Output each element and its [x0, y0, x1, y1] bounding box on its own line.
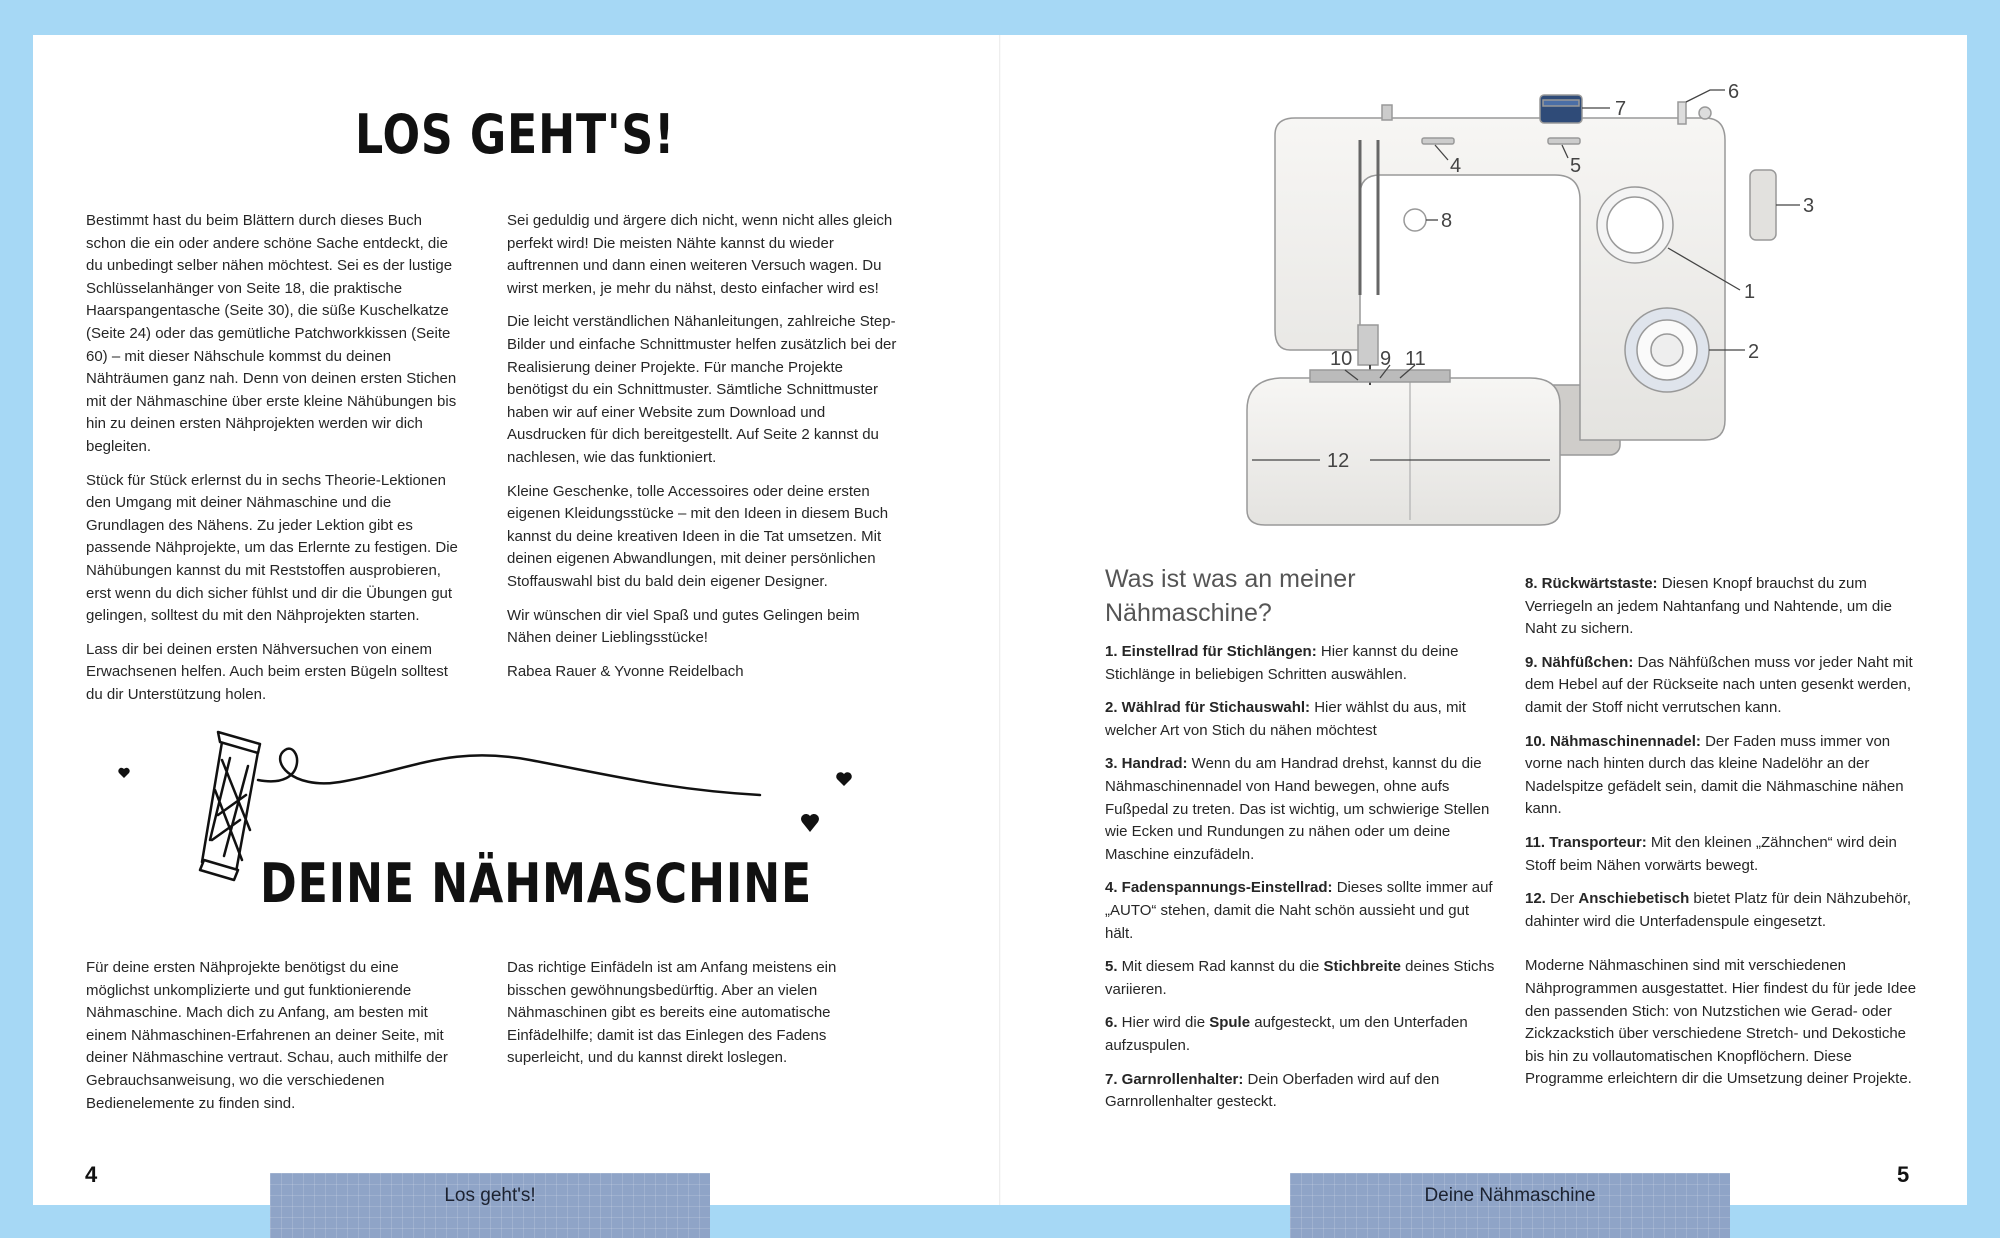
page-title: LOS GEHT'S!	[355, 103, 676, 166]
paragraph: Sei geduldig und ärgere dich nicht, wenn nicht alles gleich perfekt wird! Die meisten Nähte kannst du wieder auftrennen und dann einen weiteren Versuch wagen. Du wirst merken, je mehr du nähst, desto einfacher wird es!	[507, 212, 893, 297]
callout-10: 10	[1330, 348, 1353, 370]
paragraph: Bestimmt hast du beim Blättern durch dieses Buch schon die ein oder andere schöne Sache entdeckt, die du unbedingt selber nähen möchtest. Sei es der lustige Schlüsselanhänger von Seite 18, die praktische Haarspangentasche (Seite 30), die süße Kuschelkatze (Seite 24) oder das gemütliche Patchworkkissen (Seite 60) – mit dieser Nähschule kommst du deinen Nähträumen ganz nah. Denn von deinen ersten Stichen mit der Nähmaschine über erste kleine Nähübungen bis hin zu deinen ersten Nähprojekten werden wir dich begleiten.	[86, 212, 457, 455]
heart-icon	[836, 772, 852, 786]
feed-dogs	[1310, 370, 1450, 382]
parts-list-item: 11. Transporteur: Mit den kleinen „Zähnchen“ wird dein Stoff beim Nähen vorwärts bewegt.	[1525, 833, 1897, 874]
chapter-tab-label: Deine Nähmaschine	[1424, 1185, 1596, 1206]
callout-8: 8	[1441, 210, 1453, 232]
page-number: 4	[85, 1162, 98, 1187]
parts-list-column-2	[1525, 573, 1920, 1102]
parts-list-item: 2. Wählrad für Stichauswahl: Hier wählst du aus, mit welcher Art von Stich du nähen möchtest	[1105, 699, 1466, 739]
parts-list-item: 10. Nähmaschinennadel: Der Faden muss immer von vorne nach hinten durch das kleine Nadelöhr an der Nadelspitze gefädelt sein, damit die Nähmaschine nähen kann.	[1525, 732, 1904, 818]
stitch-width-dial	[1548, 138, 1580, 144]
callout-2: 2	[1748, 341, 1760, 363]
parts-heading	[1105, 562, 1356, 630]
intro-column-1	[86, 210, 466, 717]
tension-dial	[1422, 138, 1454, 144]
parts-list-item: 9. Nähfüßchen: Das Nähfüßchen muss vor jeder Naht mit dem Hebel auf der Rückseite nach unten gesenkt werden, damit der Stoff nicht verrutschen kann.	[1525, 653, 1913, 716]
callout-1: 1	[1744, 281, 1756, 303]
machine-intro-column-1	[86, 957, 466, 1126]
parts-list-item: 6. Hier wird die Spule aufgesteckt, um den Unterfaden aufzuspulen.	[1105, 1014, 1468, 1054]
page-number: 5	[1897, 1162, 1910, 1187]
paragraph: Die leicht verständlichen Nähanleitungen, zahlreiche Step-Bilder und einfache Schnittmuster helfen zusätzlich bei der Realisierung deiner Projekte. Für manche Projekte benötigst du ein Schnittmuster. Sämtliche Schnittmuster haben wir auf einer Website zum Download und Ausdrucken für dich bereitgestellt. Auf Seite 2 kannst du nachlesen, wie das funktioniert.	[507, 313, 897, 466]
paragraph: Stück für Stück erlernst du in sechs Theorie-Lektionen den Umgang mit deiner Nähmaschine und die Grundlagen des Nähens. Zu jeder Lektion gibt es passende Nähprojekte, um das Erlernte zu festigen. Die Nähübungen kannst du mit Reststoffen ausprobieren, erst wenn du dich sicher fühlst und dir die Übungen gut gelingen, solltest du mit den Nähprojekten starten.	[86, 471, 458, 625]
authors-signature: Rabea Rauer & Yvonne Reidelbach	[507, 662, 744, 680]
paragraph: Für deine ersten Nähprojekte benötigst du eine möglichst unkomplizierte und gut funktionierende Nähmaschine. Mach dich zu Anfang, am besten mit einem Nähmaschinen-Erfahrenen an deiner Seite, mit deiner Nähmaschine vertraut. Schau, auch mithilfe der Gebrauchsanweisung, wo die verschiedenen Bedienelemente zu finden sind.	[86, 959, 448, 1112]
parts-list-item: 4. Fadenspannungs-Einstellrad: Dieses sollte immer auf „AUTO“ stehen, damit die Naht schön aussieht und gut hält.	[1105, 879, 1493, 942]
paragraph: Kleine Geschenke, tolle Accessoires oder deine ersten eigenen Kleidungsstücke – mit den Ideen in diesem Buch kannst du deine kreativen Ideen in die Tat umsetzen. Mit deinen eigenen Abwandlungen, mit deiner persönlichen Stoffauswahl bist du bald dein eigener Designer.	[507, 482, 889, 590]
handwheel	[1750, 170, 1776, 240]
paragraph: Lass dir bei deinen ersten Nähversuchen von einem Erwachsenen helfen. Auch beim ersten Bügeln solltest du dir Unterstützung holen.	[86, 640, 448, 703]
reverse-button	[1404, 209, 1426, 231]
callout-7: 7	[1615, 98, 1627, 120]
parts-list-column-1	[1105, 641, 1495, 1125]
chapter-tab-label: Los geht's!	[444, 1185, 536, 1206]
free-arm-table	[1247, 378, 1560, 525]
closing-paragraph: Moderne Nähmaschinen sind mit verschiedenen Nähprogrammen ausgestattet. Hier findest du für jede Idee den passenden Stich: von Nutzstichen wie Gerad- oder Zickzackstich über verschiedene Stretch- und Dekostiche bis hin zu vollautomatischen Knopflöchern. Diese Programme erleichtern dir die Umsetzung deiner Projekte.	[1525, 957, 1917, 1088]
callout-6: 6	[1728, 81, 1740, 103]
bobbin-winder	[1678, 102, 1686, 124]
callout-3: 3	[1803, 195, 1815, 217]
callout-12: 12	[1327, 450, 1350, 472]
machine-intro-column-2	[507, 957, 899, 1081]
paragraph: Wir wünschen dir viel Spaß und gutes Gelingen beim Nähen deiner Lieblingsstücke!	[507, 606, 860, 647]
chapter-tab	[1290, 1173, 1730, 1238]
parts-list-item: 3. Handrad: Wenn du am Handrad drehst, kannst du die Nähmaschinennadel von Hand bewegen, ohne aufs Fußpedal zu treten. Das ist wichtig, um schwierige Stellen wie Ecken und Rundungen zu nähen oder um deine Maschine einzufädeln.	[1105, 755, 1490, 863]
thread-spool-holder	[1540, 95, 1582, 123]
paragraph: Das richtige Einfädeln ist am Anfang meistens ein bisschen gewöhnungsbedürftig. Aber an vielen Nähmaschinen gibt es bereits eine automatische Einfädelhilfe; damit ist das Einlegen des Fadens superleicht, und du kannst direkt loslegen.	[507, 959, 837, 1067]
chapter-tab	[270, 1173, 710, 1238]
intro-column-2	[507, 210, 899, 694]
heart-icon	[801, 814, 819, 832]
callout-5: 5	[1570, 155, 1582, 177]
callout-11: 11	[1405, 348, 1426, 370]
page-gutter	[999, 35, 1001, 1205]
parts-list-item: 8. Rückwärtstaste: Diesen Knopf brauchst du zum Verriegeln an jedem Nahtanfang und Nahtende, um die Naht zu sichern.	[1525, 575, 1892, 638]
callout-9: 9	[1380, 348, 1392, 370]
sewing-machine-illustration	[1230, 80, 1850, 540]
heart-icon	[118, 768, 129, 778]
parts-heading-line-2: Nähmaschine?	[1105, 599, 1272, 627]
parts-list-item: 12. Der Anschiebetisch bietet Platz für dein Nähzubehör, dahinter wird die Unterfadenspule eingesetzt.	[1525, 890, 1912, 930]
presser-foot	[1358, 325, 1378, 365]
parts-heading-line-1: Was ist was an meiner	[1105, 565, 1356, 593]
parts-list-item: 7. Garnrollenhalter: Dein Oberfaden wird auf den Garnrollenhalter gesteckt.	[1105, 1070, 1440, 1111]
section-title: DEINE NÄHMASCHINE	[260, 852, 813, 915]
parts-list-item: 1. Einstellrad für Stichlängen: Hier kannst du deine Stichlänge in beliebigen Schritten auswählen.	[1105, 643, 1459, 683]
callout-4: 4	[1450, 155, 1462, 177]
parts-list-item: 5. Mit diesem Rad kannst du die Stichbreite deines Stichs variieren.	[1105, 958, 1495, 998]
